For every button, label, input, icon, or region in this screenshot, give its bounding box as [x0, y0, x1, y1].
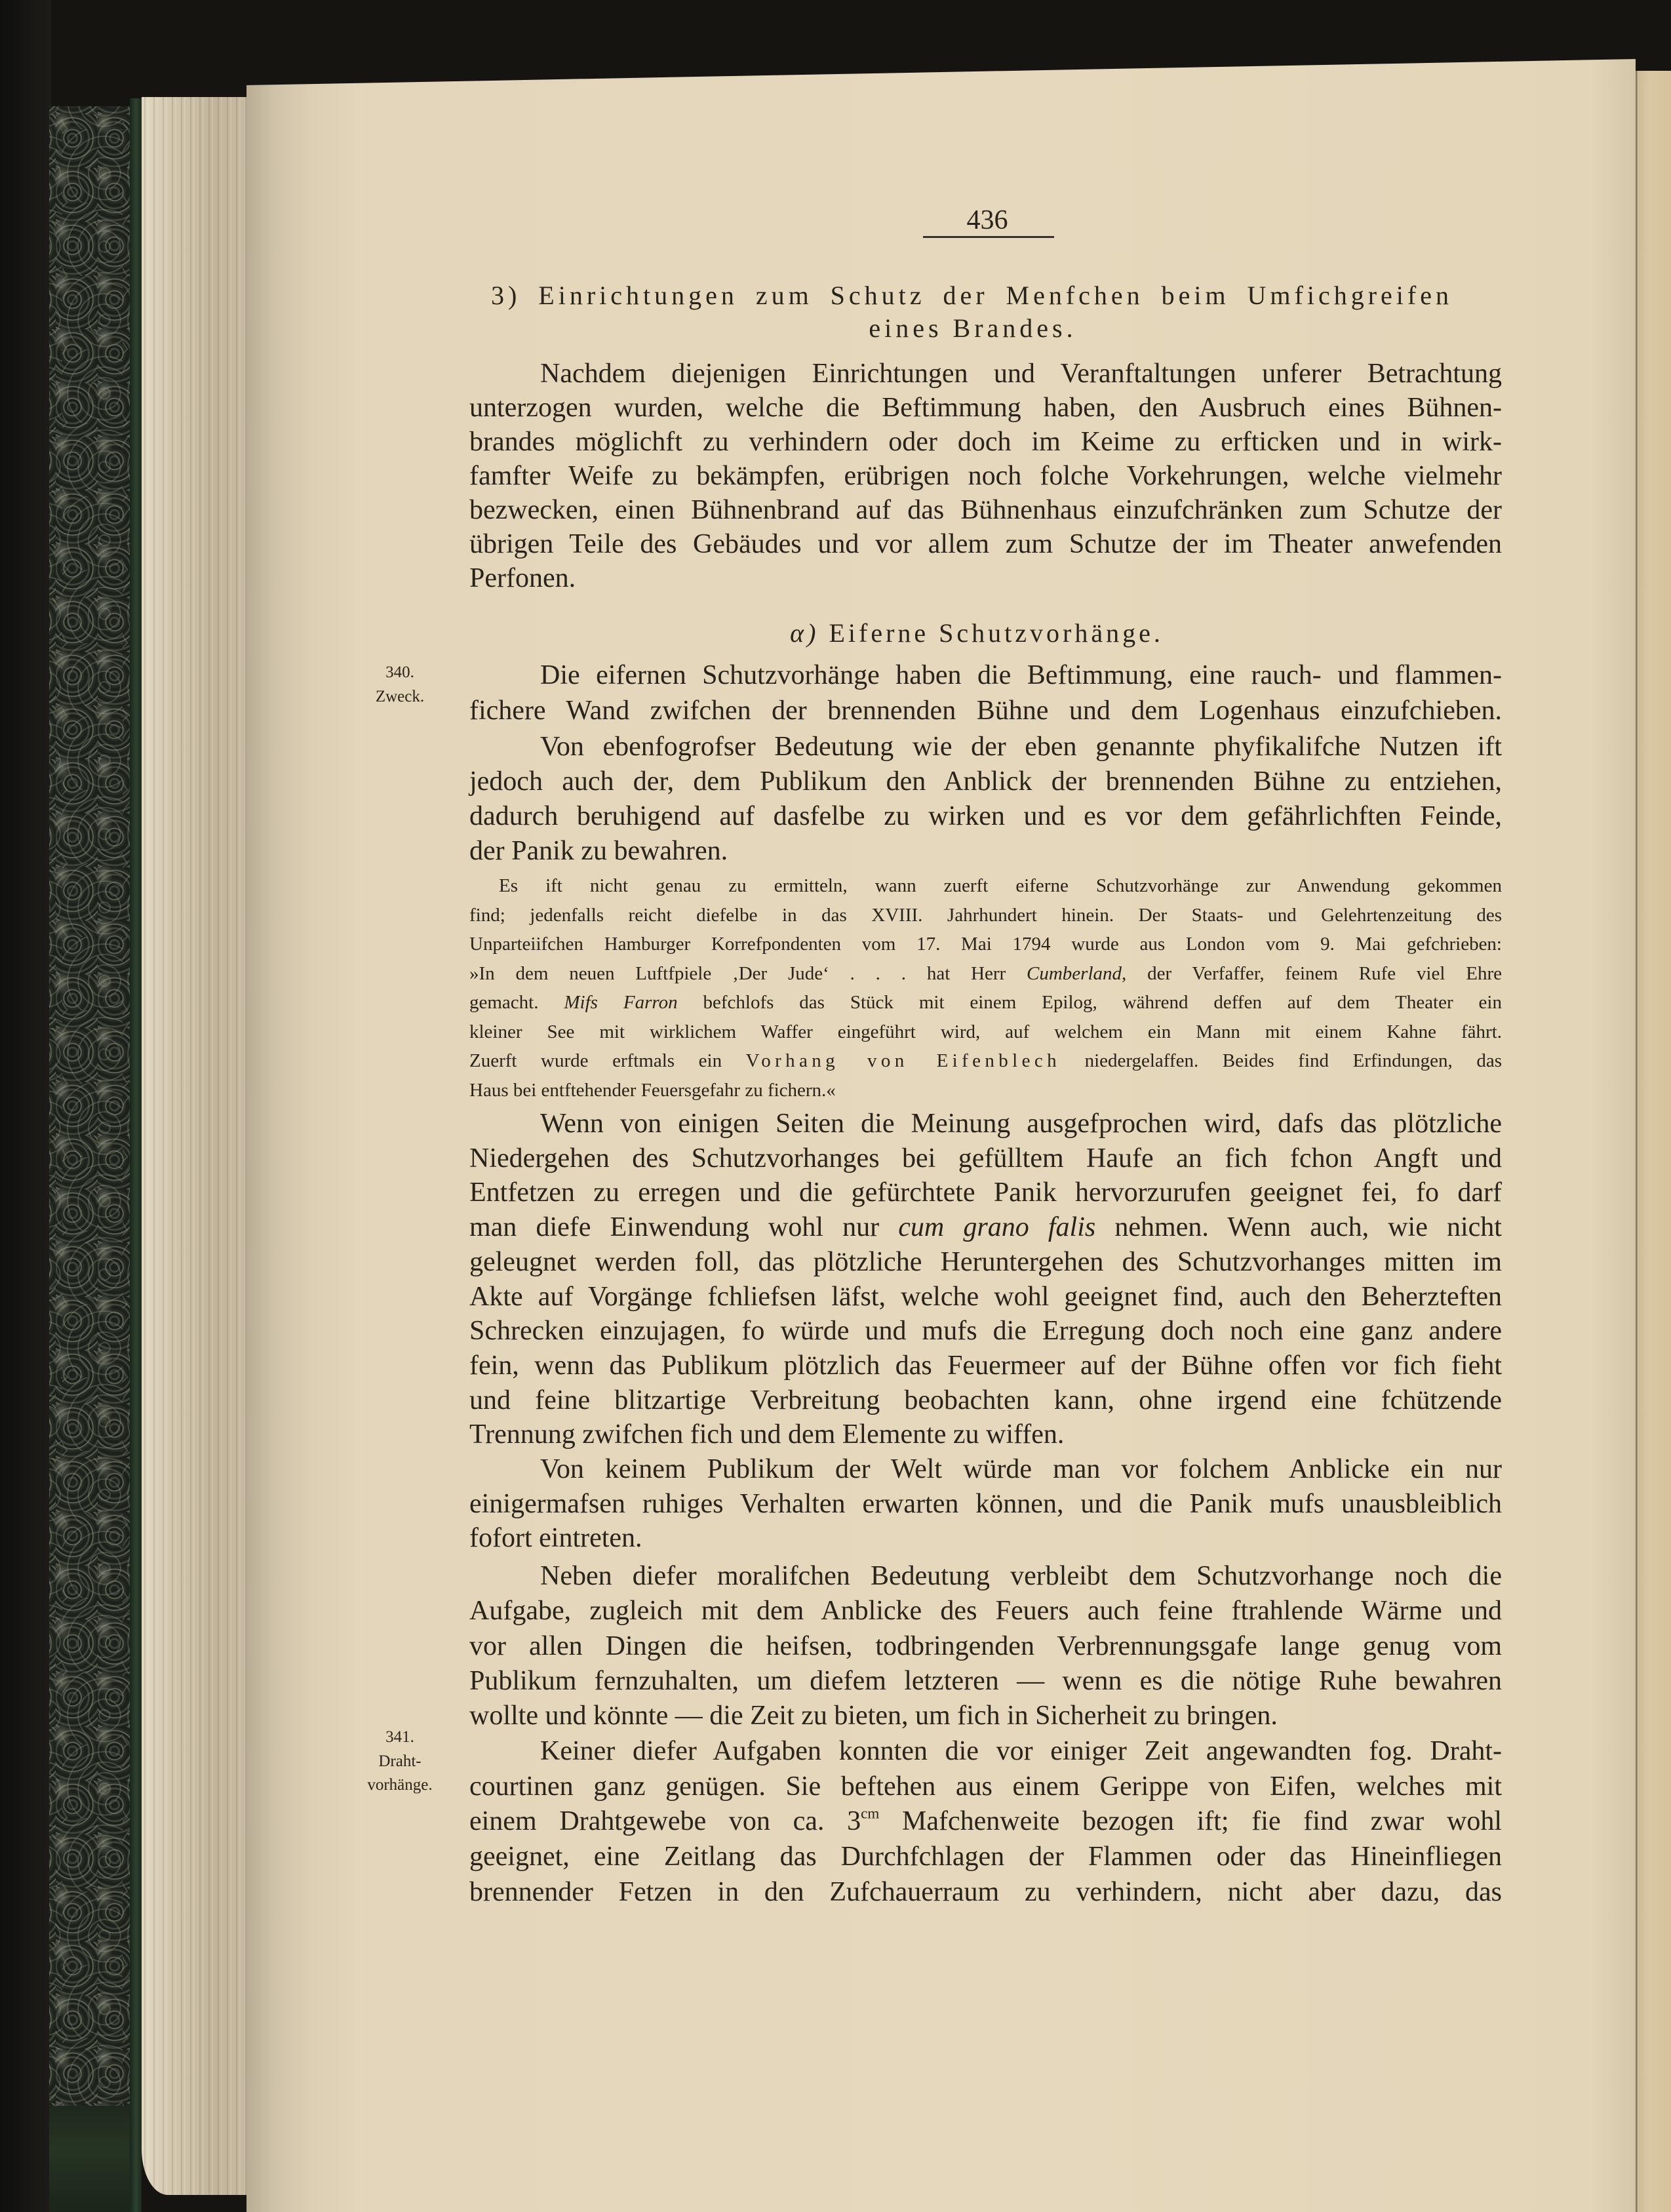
text-line: brennender Fetzen in den Zufchauerraum zu verhindern, nicht aber dazu, das	[469, 1876, 1502, 1907]
text-line: übrigen Teile des Gebäudes und vor allem zum Schutze der im Theater anwefenden	[469, 529, 1502, 559]
paragraph-2	[469, 658, 1502, 728]
text-line: unterzogen wurden, welche die Beftimmung haben, den Ausbruch eines Bühnen-	[469, 393, 1502, 423]
italic-name-cumberland: Cumberland	[1027, 962, 1122, 984]
margin-note-340	[354, 661, 446, 709]
margin-note-label: Draht-	[378, 1752, 422, 1770]
text-segment: nehmen. Wenn auch, wie nicht	[1095, 1212, 1502, 1243]
text-line: und feine blitzartige Verbreitung beobachten kann, ohne irgend eine fchützende	[469, 1385, 1502, 1415]
text-line: Niedergehen des Schutzvorhanges bei gefülltem Haufe an fich fchon Angft und	[469, 1143, 1502, 1174]
text-line: der Panik zu bewahren.	[469, 836, 728, 866]
margin-note-label: vorhänge.	[367, 1776, 433, 1794]
text-line	[469, 959, 1502, 989]
text-segment: man diefe Einwendung wohl nur	[469, 1212, 899, 1243]
text-segment: einem Drahtgewebe von ca. 3	[469, 1806, 861, 1837]
text-line: find; jedenfalls reicht diefelbe in das XVIII. Jahrhundert hinein. Der Staats- und Gelehrtenzeitung des	[469, 904, 1502, 926]
text-line: Akte auf Vorgänge fchliefsen läfst, welche wohl geeignet find, auch den Beherzteften	[469, 1281, 1502, 1312]
text-line: Entfetzen zu erregen und die gefürchtete Panik hervorzurufen geeignet fei, fo darf	[469, 1177, 1502, 1208]
margin-note-label: Zweck.	[375, 687, 425, 705]
text-line: Schrecken einzujagen, fo würde und mufs die Erregung doch noch eine ganz andere	[469, 1316, 1502, 1347]
paragraph-5	[469, 1452, 1502, 1556]
page-number: 436	[966, 205, 1008, 235]
text-line: Von ebenfogrofser Bedeutung wie der eben genannte phyfikalifche Nutzen ift	[540, 732, 1502, 762]
text-line: Trennung zwifchen fich und dem Elemente zu wiffen.	[469, 1419, 1065, 1450]
text-segment: gemacht.	[469, 992, 564, 1013]
paragraph-7	[469, 1734, 1502, 1910]
text-line: Neben diefer moralifchen Bedeutung verbleibt dem Schutzvorhange noch die	[540, 1561, 1502, 1591]
subsection-title: Eiferne Schutzvorhänge.	[829, 618, 1164, 648]
text-line: Haus bei entftehender Feuersgefahr zu fichern.«	[469, 1079, 836, 1101]
text-line: wollte und könnte — die Zeit zu bieten, um fich in Sicherheit zu bringen.	[469, 1701, 1278, 1731]
background-left	[0, 0, 51, 2212]
italic-name-farron: Mifs Farron	[564, 992, 678, 1013]
text-line: brandes möglichft zu verhindern oder doch im Keime zu erfticken und in wirk-	[469, 427, 1502, 457]
text-line: kleiner See mit wirklichem Waffer eingeführt wird, auf welchem ein Mann mit einem Kahne fährt.	[469, 1021, 1502, 1042]
paragraph-1	[469, 357, 1502, 595]
text-line: courtinen ganz genügen. Sie beftehen aus einem Gerippe von Eifen, welches mit	[469, 1771, 1502, 1802]
text-line	[469, 1210, 1502, 1245]
text-segment: Zuerft wurde erftmals ein	[469, 1050, 746, 1071]
text-line: geeignet, eine Zeitlang das Durchfchlagen der Flammen oder das Hineinfliegen	[469, 1842, 1502, 1872]
text-line	[469, 1804, 1502, 1840]
text-line: fofort eintreten.	[469, 1523, 642, 1553]
unit-superscript: cm	[861, 1805, 880, 1823]
text-line: fein, wenn das Publikum plötzlich das Feuermeer auf der Bühne offen vor fich fieht	[469, 1350, 1502, 1381]
cloth-binding-corner	[49, 2106, 133, 2212]
text-segment: Mafchenweite bezogen ift; fie find zwar wohl	[879, 1806, 1502, 1837]
text-line: einigermafsen ruhiges Verhalten erwarten können, und die Panik mufs unausbleiblich	[469, 1488, 1502, 1519]
spaced-emphasis: Vorhang von Eifenblech	[745, 1050, 1061, 1071]
text-line: Nachdem diejenigen Einrichtungen und Veranftaltungen unferer Betrachtung	[540, 359, 1502, 389]
section-heading-line-2: eines Brandes.	[869, 313, 1077, 343]
paragraph-6	[469, 1559, 1502, 1733]
section-heading-line-1: 3) Einrichtungen zum Schutz der Menfchen beim Umfichgreifen	[491, 281, 1453, 310]
text-line: Perfonen.	[469, 563, 576, 593]
text-line: Keiner diefer Aufgaben konnten die vor einiger Zeit angewandten fog. Draht-	[540, 1736, 1502, 1766]
text-segment: befchlofs das Stück mit einem Epilog, während deffen auf dem Theater ein	[677, 992, 1502, 1013]
text-line: Es ift nicht genau zu ermitteln, wann zuerft eiferne Schutzvorhänge zur Anwendung gekommen	[499, 875, 1502, 896]
text-segment: niedergelaffen. Beides find Erfindungen, das	[1061, 1050, 1503, 1071]
spine-cloth-strip	[130, 98, 142, 2212]
text-line: geleugnet werden foll, das plötzliche Heruntergehen des Schutzvorhanges mitten im	[469, 1246, 1502, 1277]
text-line: Aufgabe, zugleich mit dem Anblicke des Feuers auch feine ftrahlende Wärme und	[469, 1596, 1502, 1627]
text-segment: »In dem neuen Luftfpiele ‚Der Jude‘ . . . hat Herr	[469, 962, 1027, 984]
page-block-edges	[142, 97, 246, 2195]
text-line: dadurch beruhigend auf dasfelbe zu wirken und es vor dem gefährlichften Feinde,	[469, 801, 1502, 831]
text-line	[469, 988, 1502, 1017]
historical-note	[469, 871, 1502, 1105]
page-number-rule	[923, 236, 1054, 238]
text-line: Von keinem Publikum der Welt würde man vor folchem Anblicke ein nur	[540, 1454, 1502, 1484]
text-line: Die eifernen Schutzvorhänge haben die Beftimmung, eine rauch- und flammen-	[540, 660, 1502, 690]
text-line: fichere Wand zwifchen der brennenden Bühne und dem Logenhaus einzufchieben.	[469, 696, 1502, 726]
text-line: vor allen Dingen die heifsen, todbringenden Verbrennungsgafe lange genug vom	[469, 1630, 1502, 1661]
subsection-heading	[747, 616, 1206, 650]
facing-page-edge	[1636, 71, 1671, 2212]
text-line: Publikum fernzuhalten, um diefem letzteren — wenn es die nötige Ruhe bewahren	[469, 1665, 1502, 1696]
text-line: Wenn von einigen Seiten die Meinung ausgefprochen wird, dafs das plötzliche	[540, 1109, 1502, 1139]
marbled-cover-board	[49, 106, 133, 2106]
margin-note-number: 340.	[385, 663, 414, 681]
text-line: Unparteiifchen Hamburger Korrefpondenten vom 17. Mai 1794 wurde aus London vom 9. Mai gefchrieben:	[469, 934, 1502, 955]
text-line: bezwecken, einen Bühnenbrand auf das Bühnenhaus einzufchränken zum Schutze der	[469, 495, 1502, 525]
paragraph-4	[469, 1107, 1502, 1452]
paragraph-3	[469, 730, 1502, 869]
italic-latin-phrase: cum grano falis	[898, 1212, 1096, 1243]
text-segment: , der Verfaffer, feinem Rufe viel Ehre	[1122, 962, 1502, 984]
text-line: famfter Weife zu bekämpfen, erübrigen noch folche Vorkehrungen, welche vielmehr	[469, 461, 1502, 491]
subsection-marker: α)	[790, 618, 819, 648]
text-line	[469, 1046, 1502, 1076]
text-line: jedoch auch der, dem Publikum den Anblick der brennenden Bühne zu entziehen,	[469, 766, 1502, 797]
margin-note-number: 341.	[385, 1728, 414, 1746]
margin-note-341	[354, 1726, 446, 1798]
